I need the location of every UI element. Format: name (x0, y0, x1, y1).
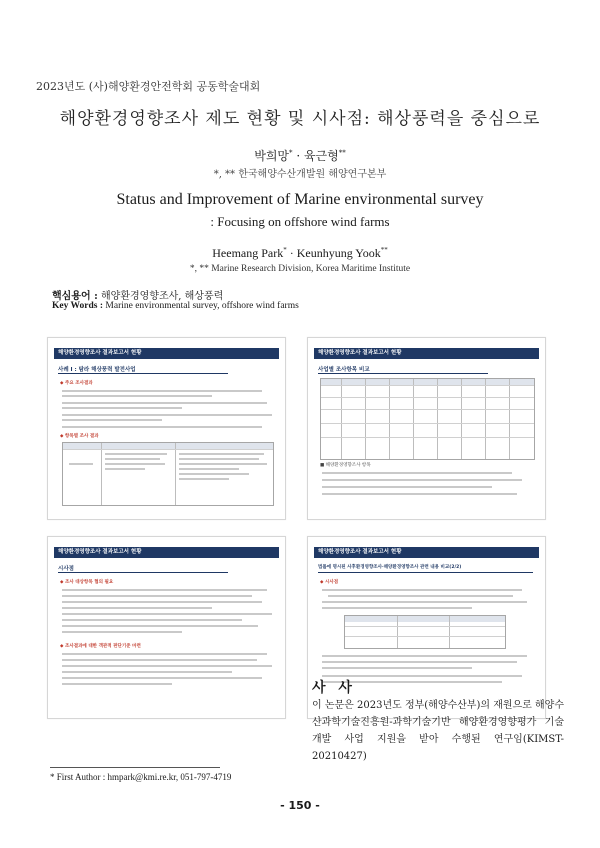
text-line (322, 493, 517, 495)
slide-thumbnail-3 (47, 536, 286, 719)
slide-header: 해양환경영향조사 결과보고서 현황 (54, 547, 279, 558)
text-line (62, 426, 262, 428)
text-line (322, 589, 522, 591)
acknowledgement-title: 사 사 (312, 680, 356, 696)
text-line (62, 665, 272, 667)
text-line (322, 607, 472, 609)
slide-section-heading: ◆ 조사 대상항목 협의 필요 (60, 580, 114, 585)
slide-header: 해양환경영향조사 결과보고서 현황 (54, 348, 279, 359)
english-subtitle: : Focusing on offshore wind farms (210, 214, 390, 229)
text-line (62, 631, 182, 633)
slide-thumbnail-2 (307, 337, 546, 520)
author-mark-2: ** (338, 149, 346, 157)
text-line (322, 667, 472, 669)
slide-divider (58, 572, 228, 573)
slide-section-heading: ◆ 조사결과에 대한 객관적 판단기준 마련 (60, 644, 141, 649)
slide-section-heading: ◆ 항목별 조사 결과 (60, 434, 99, 439)
text-line (322, 655, 527, 657)
english-author-2: · Keunhyung Yook (286, 246, 381, 260)
acknowledgement-text: 이 논문은 2023년도 정부(해양수산부)의 재원으로 해양수산과학기술진흥원-과학기술기반 해양환경영향평가 기술 개발 사업 지원을 받아 수행된 연구임(KIMST-20210427) (312, 700, 565, 762)
slide-table (62, 442, 274, 506)
text-line (62, 390, 262, 392)
keywords-english (52, 301, 299, 311)
english-mark-2: ** (380, 246, 388, 254)
text-line (62, 659, 257, 661)
slide-divider (318, 572, 533, 573)
slide-divider (318, 373, 488, 374)
text-line (62, 407, 182, 409)
text-line (62, 589, 267, 591)
conference-header: 2023년도 (사)해양환경안전학회 공동학술대회 (36, 80, 261, 93)
page-number: - 150 - (280, 799, 320, 812)
text-line (322, 479, 522, 481)
slide-subtitle: 시사점 (58, 566, 74, 572)
text-line (62, 595, 252, 597)
keywords-korean-label: 핵심용어 : (52, 291, 98, 302)
korean-authors (0, 147, 600, 164)
korean-author-1: 박희망 (254, 149, 290, 163)
english-title: Status and Improvement of Marine environmental survey (116, 191, 484, 208)
text-line (62, 395, 212, 397)
footnote: * First Author : hmpark@kmi.re.kr, 051-797-4719 (50, 772, 232, 782)
text-line (322, 472, 512, 474)
text-line (62, 653, 267, 655)
slide-subtitle: 사례 I : 탐라 해상풍력 발전사업 (58, 367, 136, 373)
text-line (62, 625, 258, 627)
slide-header: 해양환경영향조사 결과보고서 현황 (314, 348, 539, 359)
slide-divider (58, 373, 228, 374)
text-line (62, 607, 212, 609)
slide-table (344, 615, 506, 649)
text-line (328, 595, 513, 597)
text-line (62, 419, 162, 421)
keywords-korean-text: 해양환경영향조사, 해상풍력 (97, 291, 224, 302)
english-authors (0, 246, 600, 261)
text-line (62, 677, 262, 679)
footnote-divider (50, 767, 220, 768)
text-line (322, 601, 527, 603)
slide-header: 해양환경영향조사 결과보고서 현황 (314, 547, 539, 558)
slide-thumbnail-1 (47, 337, 286, 520)
text-line (62, 683, 172, 685)
korean-author-2: · 육근형 (292, 149, 339, 163)
text-line (62, 402, 267, 404)
korean-affiliation: *, ** 한국해양수산개발원 해양연구본부 (213, 169, 387, 180)
keywords-english-text: Marine environmental survey, offshore wind farms (103, 301, 299, 311)
text-line (322, 661, 517, 663)
text-line (62, 619, 242, 621)
slide-section-heading: ◆ 시사점 (320, 580, 339, 585)
slide-subtitle: 사업별 조사항목 비교 (318, 367, 370, 373)
english-affiliation: *, ** Marine Research Division, Korea Maritime Institute (189, 264, 411, 274)
text-line (62, 613, 272, 615)
text-line (322, 486, 492, 488)
keywords-korean (52, 287, 223, 302)
text-line (62, 414, 272, 416)
slide-section-heading: ◆ 주요 조사결과 (60, 381, 93, 386)
korean-title: 해양환경영향조사 제도 현황 및 시사점: 해상풍력을 중심으로 (59, 109, 541, 129)
english-author-1: Heemang Park (212, 246, 284, 260)
slide-subtitle: 법률에 명시된 사후환경영향조사·해양환경영향조사 관련 내용 비교(2/2) (318, 565, 462, 570)
slide-table (320, 378, 535, 460)
text-line (62, 671, 232, 673)
author-mark-1: * (289, 149, 293, 157)
text-line (62, 601, 262, 603)
slide-section-heading: ■ 해양환경영향조사 항목 (320, 463, 371, 468)
english-mark-1: * (283, 246, 287, 254)
keywords-english-label: Key Words : (52, 301, 104, 311)
